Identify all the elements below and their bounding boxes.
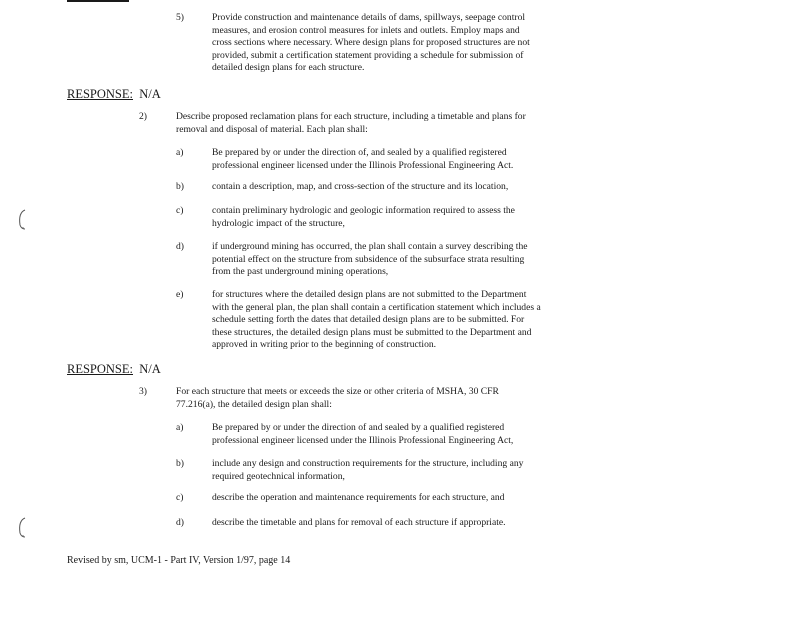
section-3-item-c-text: describe the operation and maintenance requirements for each structure, and: [212, 492, 505, 503]
top-item-text: Provide construction and maintenance details of dams, spillways, seepage control measures, and erosion control measures for inlets and outlets. Employ maps and cross sections where necessary. Where design plans for proposed structures are not provided, submit a certification statement providing a schedule for submission of detailed design plans for each structure.: [212, 12, 530, 74]
response-1-value: N/A: [139, 87, 161, 101]
section-2-item-a-text: Be prepared by or under the direction of, and sealed by a qualified registered professional engineer licensed under the Illinois Professional Engineering Act.: [212, 147, 514, 171]
section-2-item-e-label: e): [176, 289, 184, 300]
section-3-intro: For each structure that meets or exceeds the size or other criteria of MSHA, 30 CFR 77.216(a), the detailed design plan shall:: [176, 386, 499, 410]
section-3-item-d-label: d): [176, 517, 184, 528]
response-2-value: N/A: [139, 362, 161, 376]
top-rule: [67, 0, 129, 2]
section-2-intro: Describe proposed reclamation plans for each structure, including a timetable and plans for removal and disposal of material. Each plan shall:: [176, 111, 526, 135]
section-2-item-b-label: b): [176, 181, 184, 192]
section-3-item-a-text: Be prepared by or under the direction of and sealed by a qualified registered professional engineer licensed under the Illinois Professional Engineering Act,: [212, 422, 514, 446]
section-3-number: 3): [139, 386, 147, 397]
response-1-label: RESPONSE:: [67, 87, 133, 101]
punch-hole-mark-upper: [17, 208, 27, 232]
section-2-number: 2): [139, 111, 147, 122]
response-2-label: RESPONSE:: [67, 362, 133, 376]
section-3-item-d-text: describe the timetable and plans for removal of each structure if appropriate.: [212, 517, 506, 528]
section-2-item-d-label: d): [176, 241, 184, 252]
section-2-item-c-label: c): [176, 205, 184, 216]
section-3-item-a-label: a): [176, 422, 184, 433]
section-2-item-e-text: for structures where the detailed design plans are not submitted to the Department with the general plan, the plan shall contain a certification statement which includes a schedule setting forth the dates that detailed design plans are to be submitted. For these structures, the detailed design plans must be submitted to the Department and approved in writing prior to the beginning of construction.: [212, 289, 541, 351]
page-footer: Revised by sm, UCM-1 - Part IV, Version 1/97, page 14: [67, 555, 291, 566]
response-1: [67, 87, 161, 101]
section-3-item-c-label: c): [176, 492, 184, 503]
section-2-item-d-text: if underground mining has occurred, the plan shall contain a survey describing the potential effect on the structure from subsidence of the subsurface strata resulting from the past underground mining operations,: [212, 241, 528, 278]
section-3-item-b-text: include any design and construction requirements for the structure, including any required geotechnical information,: [212, 458, 524, 482]
section-3-item-b-label: b): [176, 458, 184, 469]
response-2: [67, 362, 161, 376]
punch-hole-mark-lower: [17, 516, 27, 540]
top-item-label: 5): [176, 12, 184, 23]
section-2-item-b-text: contain a description, map, and cross-section of the structure and its location,: [212, 181, 509, 192]
section-2-item-c-text: contain preliminary hydrologic and geologic information required to assess the hydrologic impact of the structure,: [212, 205, 515, 229]
section-2-item-a-label: a): [176, 147, 184, 158]
